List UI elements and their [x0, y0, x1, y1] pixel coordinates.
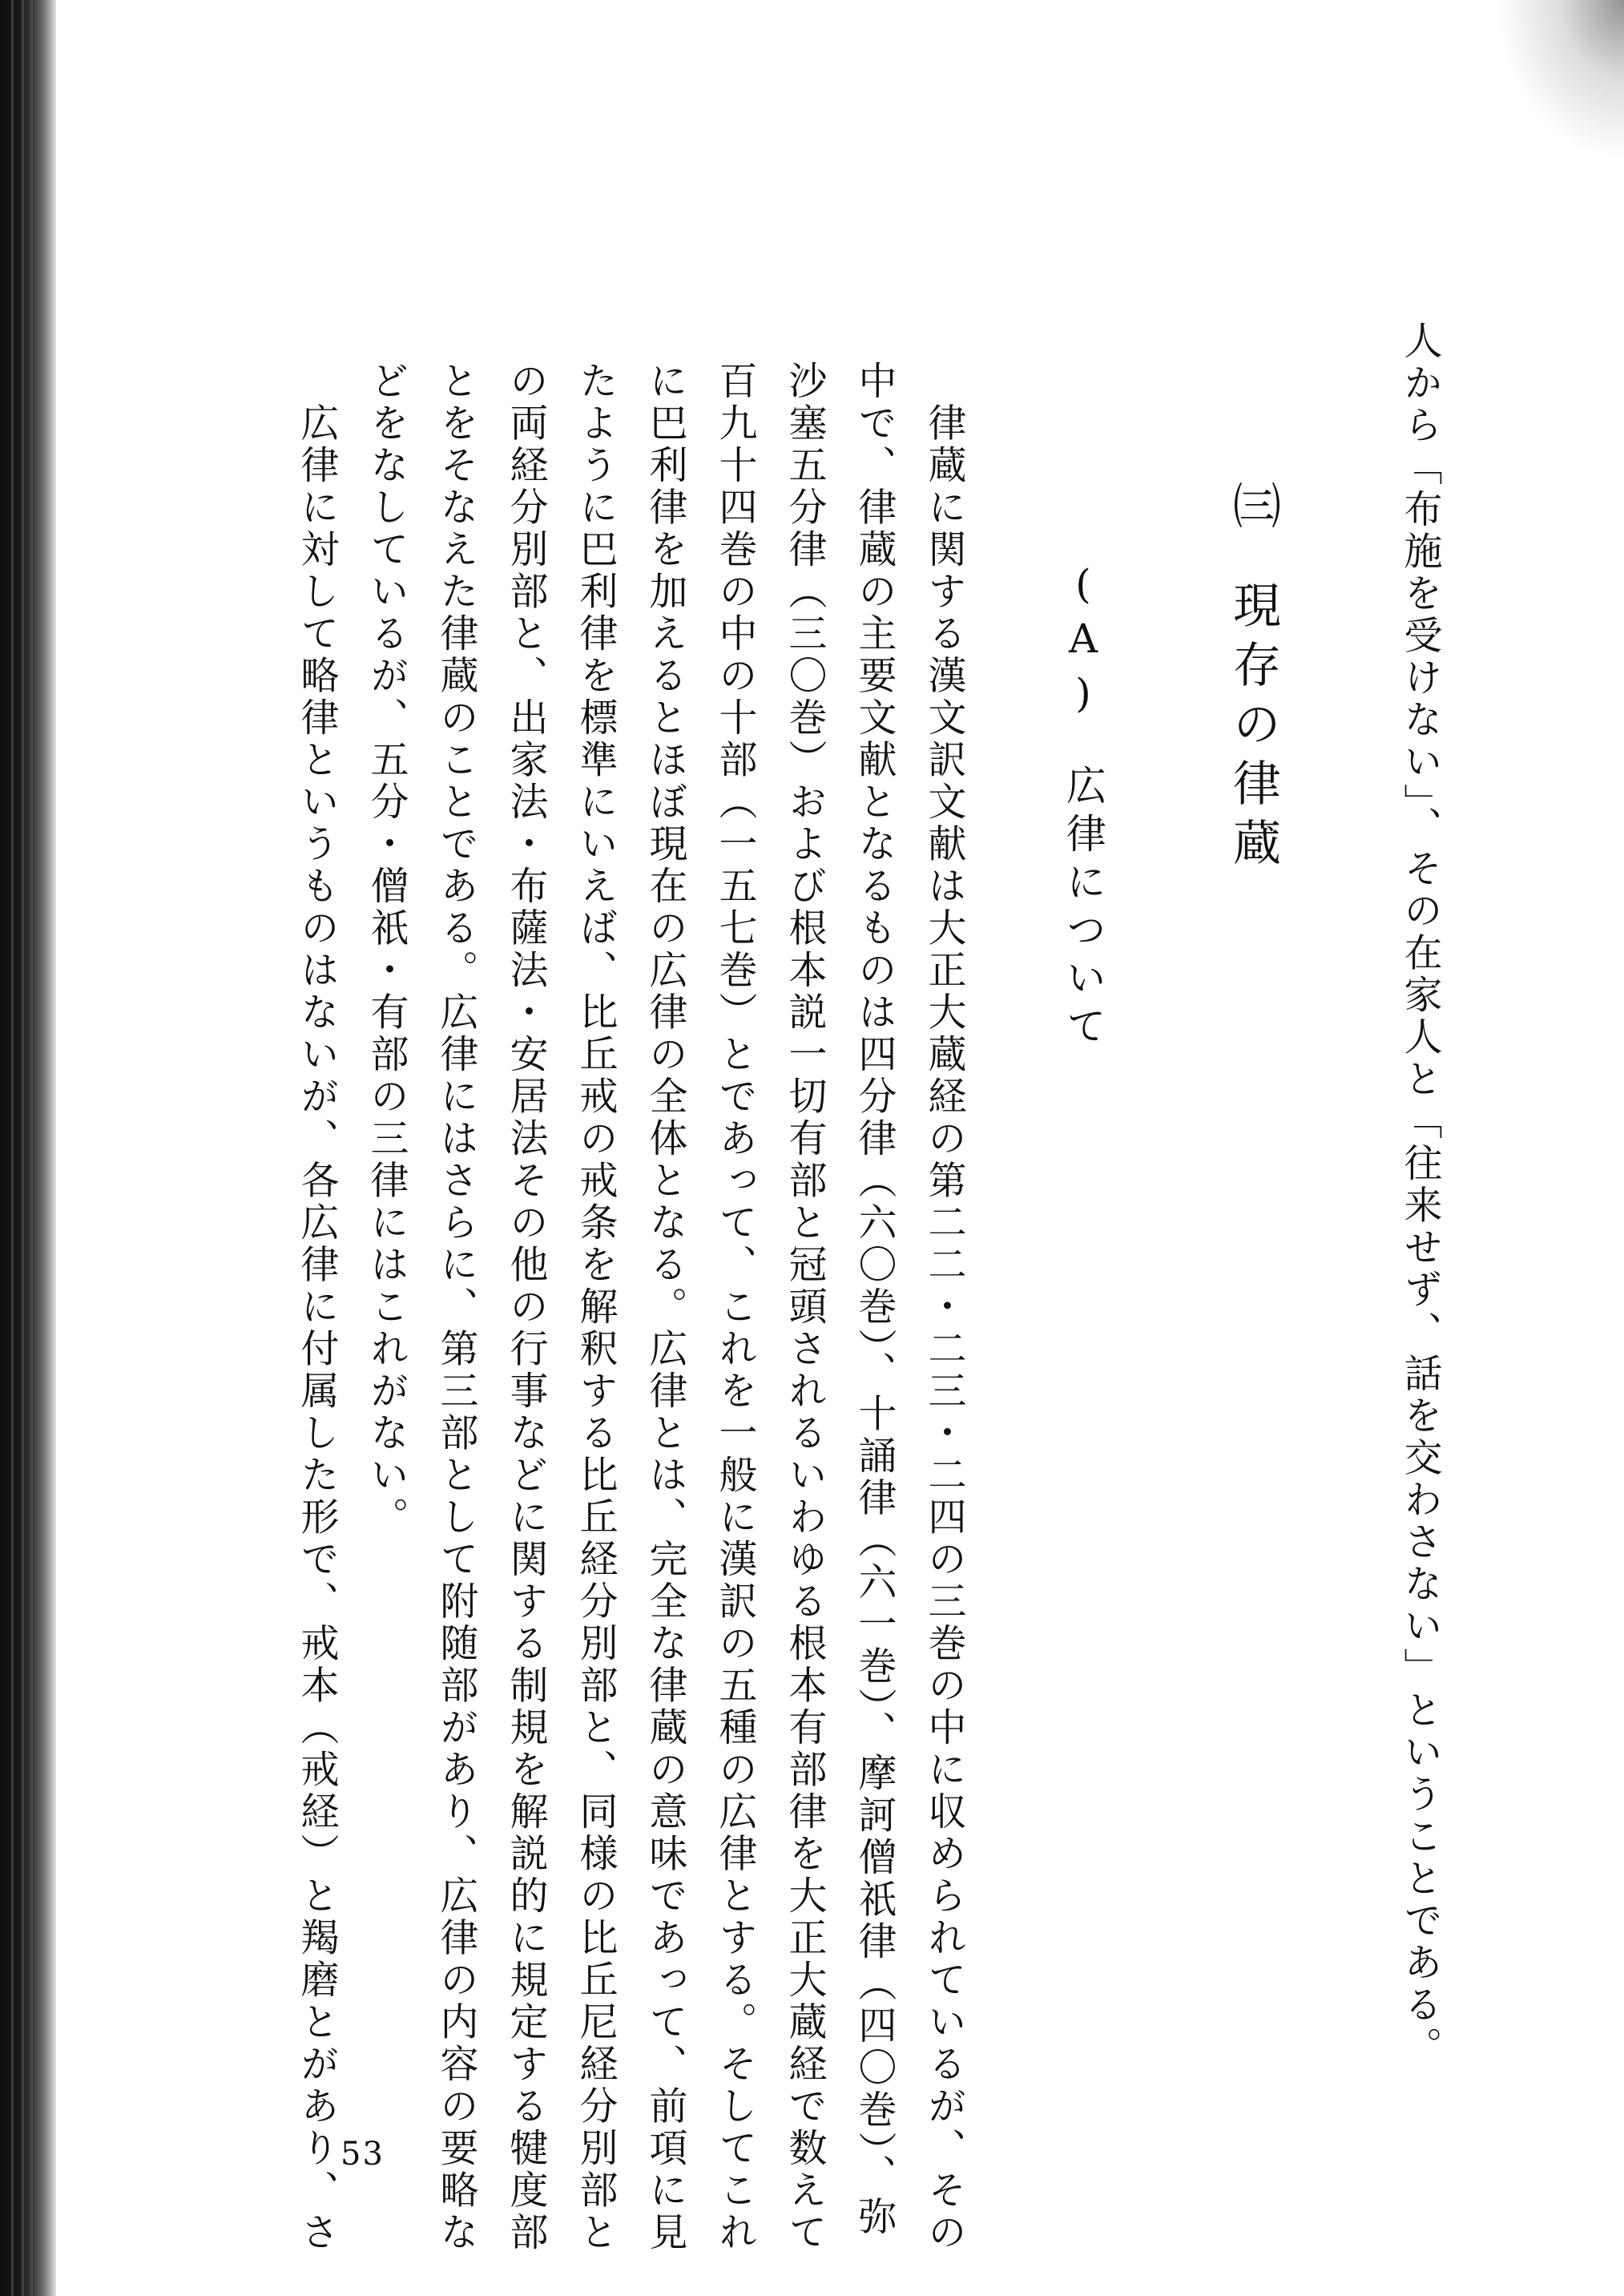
section-title: 現存の律蔵 — [1225, 580, 1281, 877]
page-number: 53 — [341, 2136, 385, 2173]
subsection-heading — [1060, 561, 1106, 1053]
subsection-title: 広律について — [1060, 765, 1106, 1053]
paragraph-line: 広律に対して略律というものはないが、各広律に付属した形で、戒本（戒経）と羯磨とがあり、さ — [294, 361, 339, 2254]
paragraph-line: 中で、律蔵の主要文献となるものは四分律（六〇巻）、十誦律（六一巻）、摩訶僧祇律（四〇巻）、弥 — [852, 361, 897, 2238]
paragraph-line: とをそなえた律蔵のことである。広律にはさらに、第三部として附随部があり、広律の内容の要略な — [433, 361, 478, 2254]
paragraph-line: に巴利律を加えるとほぼ現在の広律の全体となる。広律とは、完全な律蔵の意味であって、前項に見 — [643, 361, 687, 2254]
paragraph-line: どをなしているが、五分・僧祇・有部の三律にはこれがない。 — [364, 361, 409, 1539]
paragraph-line: 沙塞五分律（三〇巻）および根本説一切有部と冠頭されるいわゆる根本有部律を大正大蔵経で数えて — [782, 361, 827, 2254]
page-edge-shadow — [0, 0, 56, 2296]
paragraph-line: 百九十四巻の中の十部（一五七巻）とであって、これを一般に漢訳の五種の広律とする。そしてこれ — [712, 361, 757, 2254]
top-line: 人から「布施を受けない」、その在家人と「往来せず、話を交わさない」ということである。 — [1397, 321, 1442, 2068]
paragraph-line: たように巴利律を標準にいえば、比丘戒の戒条を解釈する比丘経分別部と、同様の比丘尼経分別部と — [573, 361, 618, 2254]
subsection-number: (A) — [1060, 561, 1106, 724]
paragraph-line: の両経分別部と、出家法・布薩法・安居法その他の行事などに関する制規を解説的に規定する犍度部 — [503, 361, 548, 2254]
paragraph-line: 律蔵に関する漢文訳文献は大正大蔵経の第二二・二三・二四の三巻の中に収められているが、その — [921, 361, 966, 2254]
section-number: ㈢ — [1225, 481, 1281, 540]
corner-shadow — [1496, 0, 1624, 160]
section-heading — [1225, 481, 1281, 877]
